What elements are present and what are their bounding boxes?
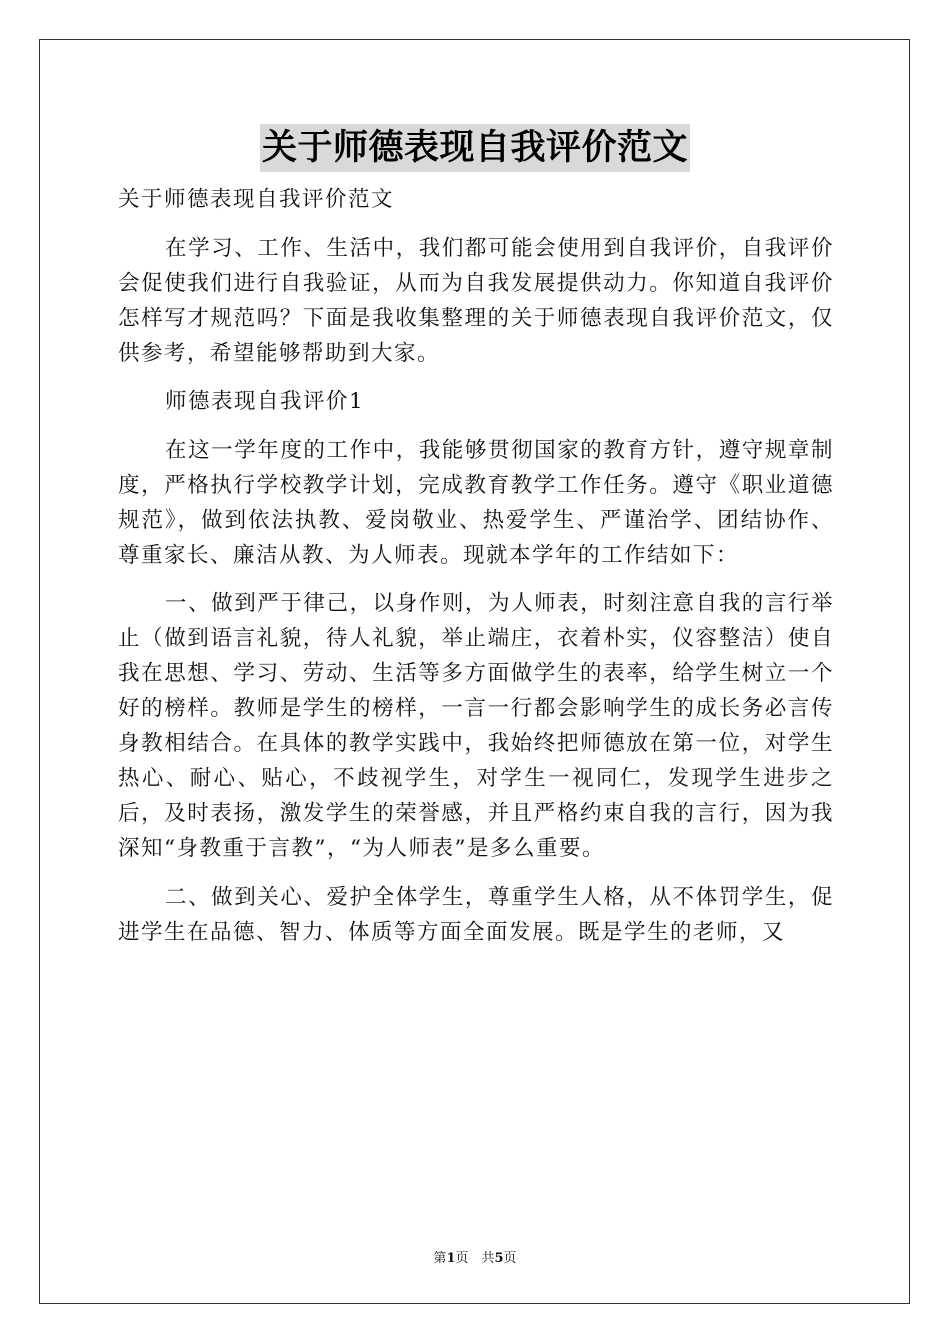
page-mid: 页 共 (455, 1251, 495, 1266)
paragraph-4: 一、做到严于律己，以身作则，为人师表，时刻注意自我的言行举止（做到语言礼貌，待人礼貌，举止端庄，衣着朴实，仪容整洁）使自我在思想、学习、劳动、生活等多方面做学生的表率，给学生树立一个好的榜样。教师是学生的榜样，一言一行都会影响学生的成长务必言传身教相结合。在具体的教学实践中，我始终把师德放在第一位，对学生热心、耐心、贴心，不歧视学生，对学生一视同仁，发现学生进步之后，及时表扬，激发学生的荣誉感，并且严格约束自我的言行，因为我深知“身教重于言教”，“为人师表”是多么重要。 (118, 591, 834, 861)
page-current: 1 (446, 1251, 456, 1266)
paragraph-2: 在学习、工作、生活中，我们都可能会使用到自我评价，自我评价会促使我们进行自我验证，从而为自我发展提供动力。你知道自我评价怎样写才规范吗？下面是我收集整理的关于师德表现自我评价范文，仅供参考，希望能够帮助到大家。 (118, 235, 834, 366)
document-title: 关于师德表现自我评价范文 (260, 124, 690, 172)
title-container (0, 124, 950, 172)
page-total: 5 (494, 1251, 504, 1266)
section-heading-1: 师德表现自我评价1 (165, 389, 365, 414)
page-prefix: 第 (433, 1251, 447, 1266)
paragraph-1: 关于师德表现自我评价范文 (118, 187, 395, 212)
paragraph-3: 在这一学年度的工作中，我能够贯彻国家的教育方针，遵守规章制度，严格执行学校教学计划，完成教育教学工作任务。遵守《职业道德规范》，做到依法执教、爱岗敬业、热爱学生、严谨治学、团结协作、尊重家长、廉洁从教、为人师表。现就本学年的工作结如下： (118, 437, 834, 568)
paragraph-5: 二、做到关心、爱护全体学生，尊重学生人格，从不体罚学生，促进学生在品德、智力、体质等方面全面发展。既是学生的老师，又 (118, 884, 834, 945)
document-body (118, 182, 834, 963)
page-footer (0, 1247, 950, 1266)
page-suffix: 页 (503, 1251, 517, 1266)
